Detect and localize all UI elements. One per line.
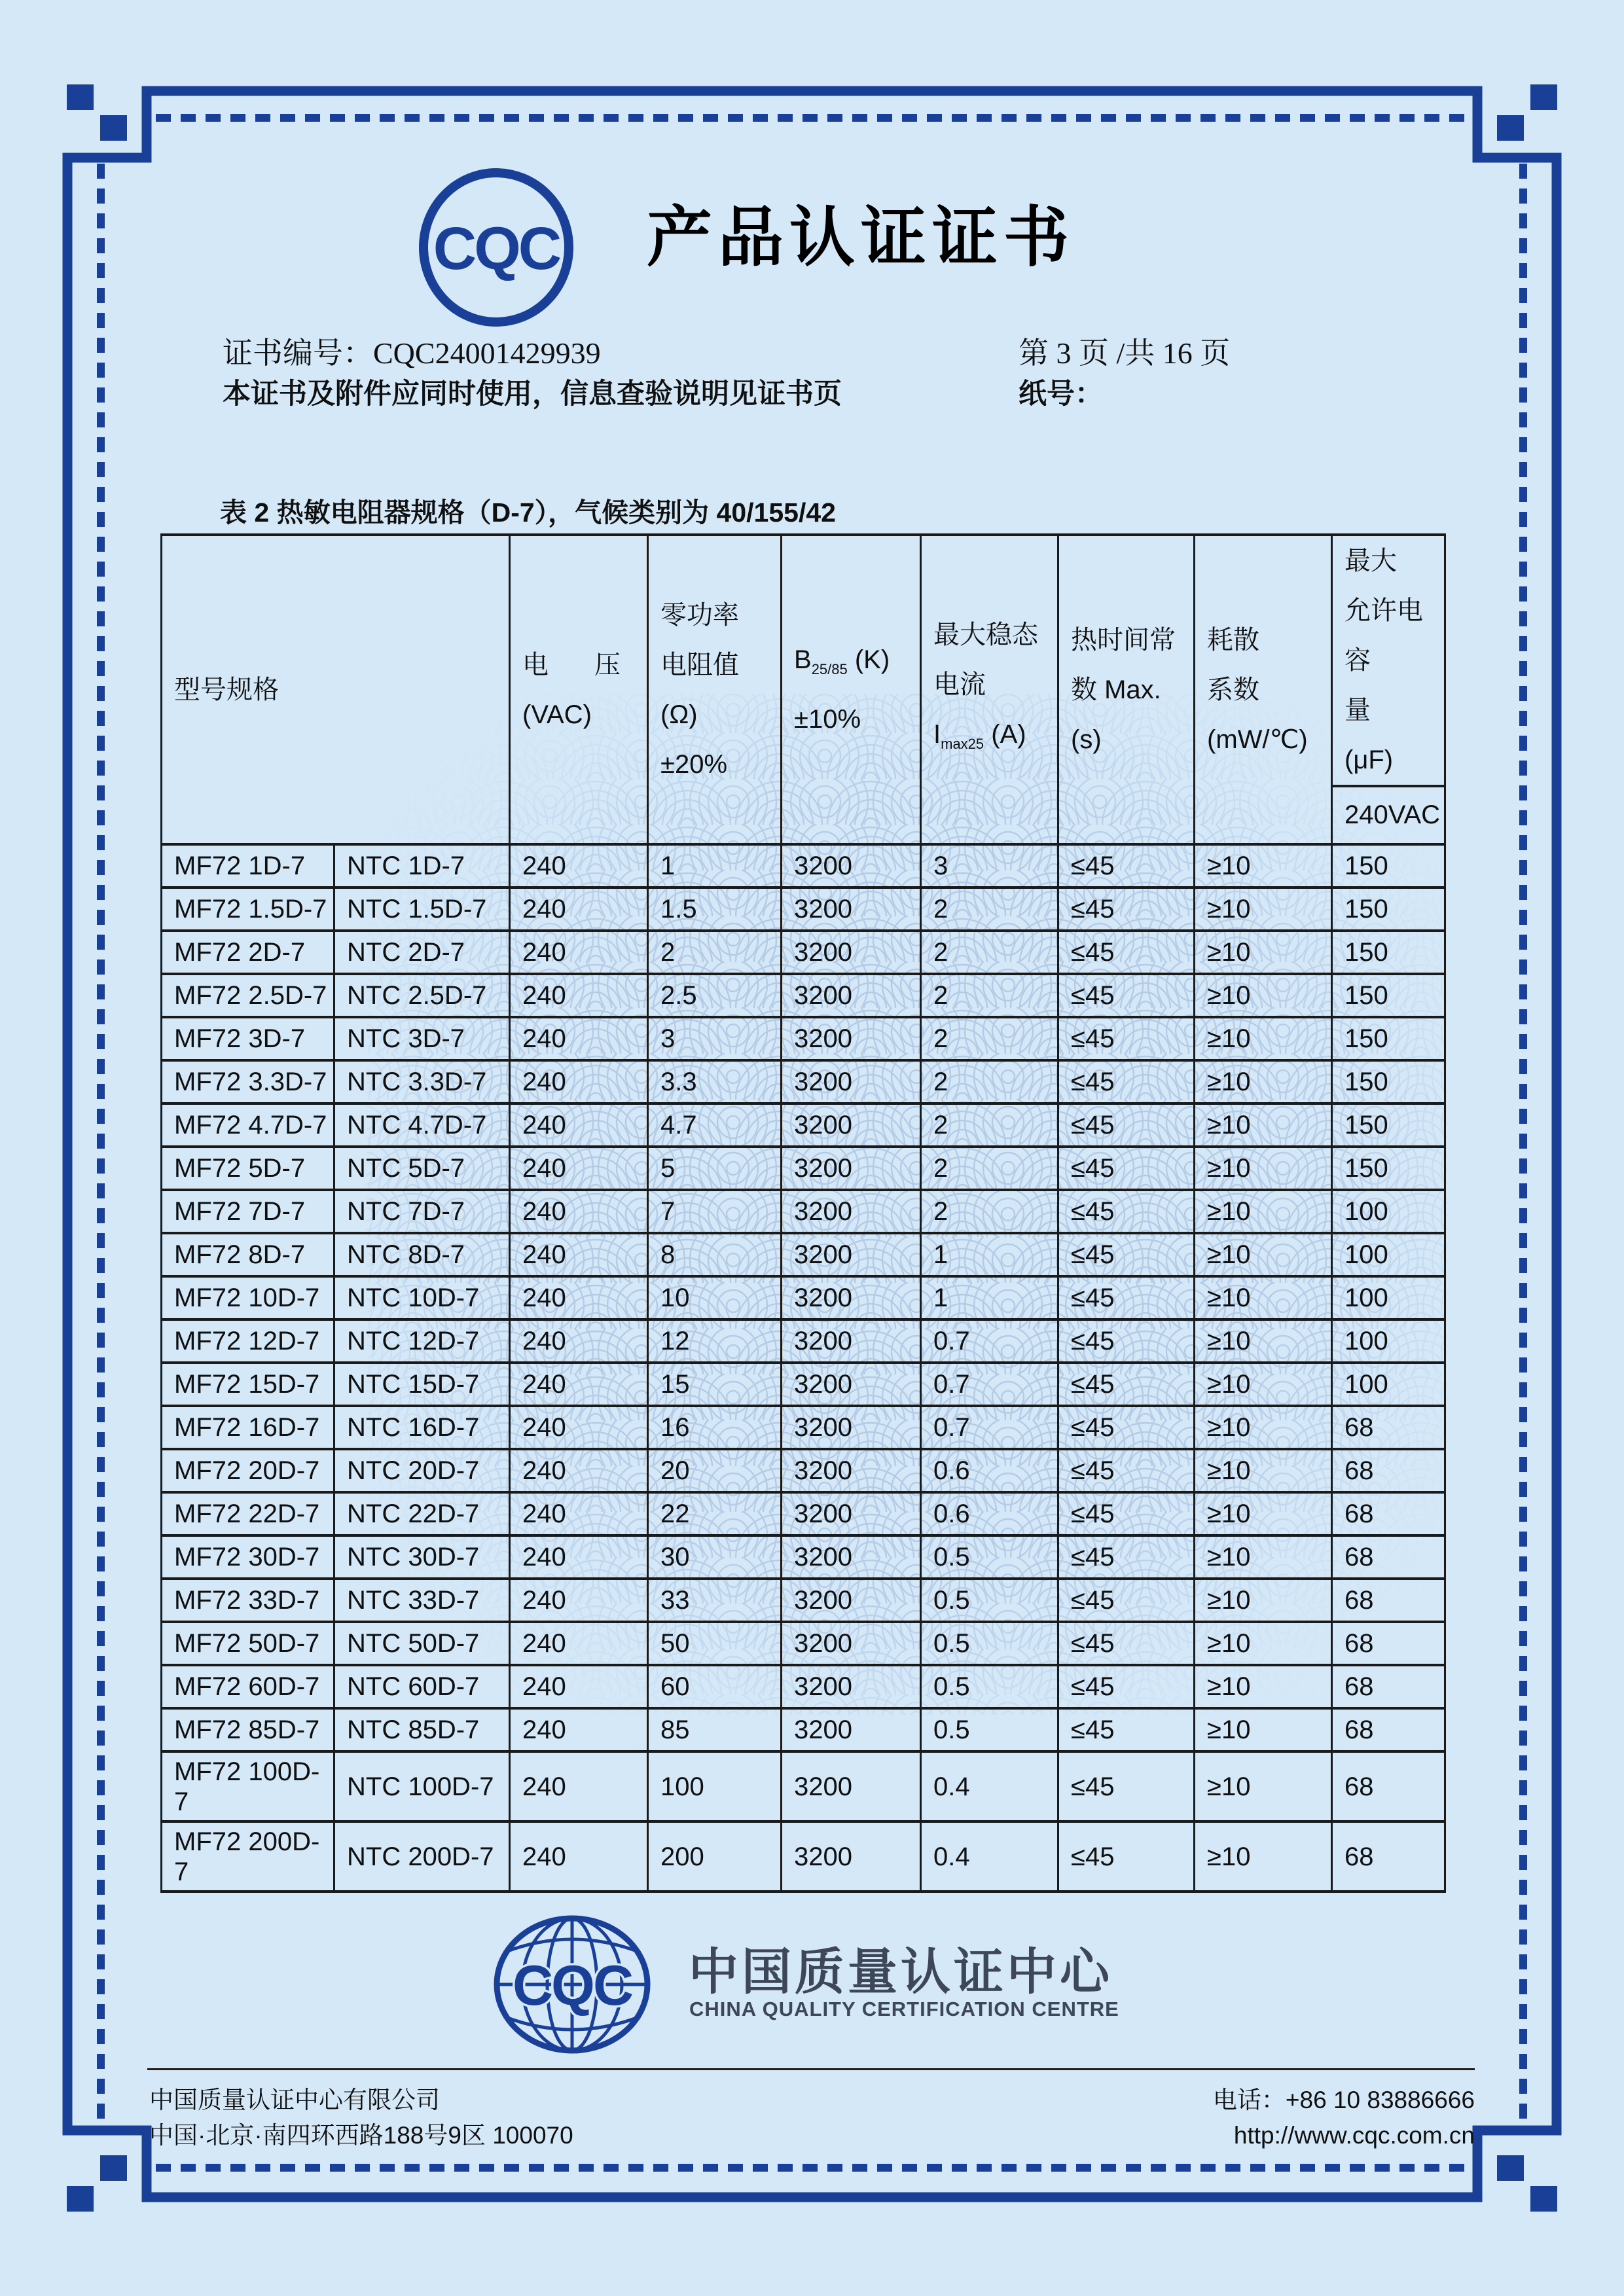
col-header-time-constant: 热时间常 数 Max. (s) (1058, 535, 1195, 844)
cell-imax: 0.7 (921, 1406, 1058, 1449)
col-header-resistance: 零功率 电阻值 (Ω) ±20% (648, 535, 782, 844)
page-indicator: 第 3 页 /共 16 页 (1019, 336, 1231, 370)
cell-resistance: 8 (648, 1233, 782, 1276)
cell-model-mf72: MF72 1D-7 (162, 844, 334, 888)
cell-dissipation: ≥10 (1195, 1406, 1332, 1449)
cell-voltage: 240 (510, 1276, 648, 1319)
cell-capacitance: 100 (1332, 1190, 1445, 1233)
cell-imax: 0.6 (921, 1492, 1058, 1535)
cell-model-ntc: NTC 10D-7 (334, 1276, 510, 1319)
cell-dissipation: ≥10 (1195, 1622, 1332, 1665)
cell-imax: 2 (921, 1060, 1058, 1103)
cell-voltage: 240 (510, 1233, 648, 1276)
company-name: 中国质量认证中心有限公司 (149, 2087, 440, 2113)
cell-model-ntc: NTC 50D-7 (334, 1622, 510, 1665)
company-address: 中国·北京·南四环西路188号9区 100070 (149, 2122, 573, 2149)
cell-model-mf72: MF72 200D-7 (162, 1821, 334, 1892)
table-row (162, 1276, 1445, 1319)
cell-imax: 2 (921, 931, 1058, 974)
table-body (162, 844, 1445, 1892)
cell-model-mf72: MF72 100D-7 (162, 1751, 334, 1821)
col-header-model: 型号规格 (162, 535, 510, 844)
table-row (162, 1319, 1445, 1363)
cell-resistance: 12 (648, 1319, 782, 1363)
cell-b-value: 3200 (782, 1319, 921, 1363)
cell-b-value: 3200 (782, 1017, 921, 1060)
cell-model-ntc: NTC 20D-7 (334, 1449, 510, 1492)
cell-capacitance: 150 (1332, 1103, 1445, 1147)
cell-time-constant: ≤45 (1058, 1751, 1195, 1821)
footer-logo-text: CQC (512, 1954, 632, 2017)
cell-voltage: 240 (510, 1017, 648, 1060)
cell-b-value: 3200 (782, 1492, 921, 1535)
cell-time-constant: ≤45 (1058, 1492, 1195, 1535)
table-row (162, 931, 1445, 974)
cell-resistance: 2 (648, 931, 782, 974)
cell-resistance: 3 (648, 1017, 782, 1060)
cell-voltage: 240 (510, 1449, 648, 1492)
paper-number-label: 纸号： (1019, 378, 1103, 410)
cell-dissipation: ≥10 (1195, 1535, 1332, 1579)
cell-b-value: 3200 (782, 1103, 921, 1147)
cell-imax: 0.5 (921, 1665, 1058, 1708)
cell-resistance: 15 (648, 1363, 782, 1406)
cell-model-ntc: NTC 7D-7 (334, 1190, 510, 1233)
cell-resistance: 20 (648, 1449, 782, 1492)
cell-capacitance: 150 (1332, 931, 1445, 974)
cell-model-ntc: NTC 85D-7 (334, 1708, 510, 1751)
cell-time-constant: ≤45 (1058, 1017, 1195, 1060)
cell-model-mf72: MF72 3.3D-7 (162, 1060, 334, 1103)
table-row (162, 1492, 1445, 1535)
cell-b-value: 3200 (782, 1363, 921, 1406)
cell-dissipation: ≥10 (1195, 931, 1332, 974)
cell-dissipation: ≥10 (1195, 1665, 1332, 1708)
cell-b-value: 3200 (782, 1751, 921, 1821)
table-row (162, 1190, 1445, 1233)
cell-capacitance: 68 (1332, 1449, 1445, 1492)
cell-time-constant: ≤45 (1058, 1665, 1195, 1708)
cell-model-mf72: MF72 50D-7 (162, 1622, 334, 1665)
cell-time-constant: ≤45 (1058, 1060, 1195, 1103)
cell-time-constant: ≤45 (1058, 1622, 1195, 1665)
cell-time-constant: ≤45 (1058, 888, 1195, 931)
table-row (162, 1017, 1445, 1060)
cell-model-mf72: MF72 15D-7 (162, 1363, 334, 1406)
cell-time-constant: ≤45 (1058, 1276, 1195, 1319)
cell-resistance: 200 (648, 1821, 782, 1892)
cell-time-constant: ≤45 (1058, 1579, 1195, 1622)
cell-model-ntc: NTC 100D-7 (334, 1751, 510, 1821)
cell-voltage: 240 (510, 1579, 648, 1622)
cell-capacitance: 150 (1332, 888, 1445, 931)
cell-capacitance: 100 (1332, 1233, 1445, 1276)
table-row (162, 1751, 1445, 1821)
table-row (162, 1406, 1445, 1449)
cell-time-constant: ≤45 (1058, 1406, 1195, 1449)
cell-capacitance: 68 (1332, 1821, 1445, 1892)
cell-model-mf72: MF72 20D-7 (162, 1449, 334, 1492)
table-row (162, 1821, 1445, 1892)
cell-model-mf72: MF72 3D-7 (162, 1017, 334, 1060)
col-subheader-240vac: 240VAC (1332, 786, 1445, 844)
cell-b-value: 3200 (782, 1276, 921, 1319)
cell-dissipation: ≥10 (1195, 1821, 1332, 1892)
cell-imax: 0.7 (921, 1363, 1058, 1406)
cell-imax: 3 (921, 844, 1058, 888)
cell-dissipation: ≥10 (1195, 1233, 1332, 1276)
cell-voltage: 240 (510, 1708, 648, 1751)
cell-model-ntc: NTC 1.5D-7 (334, 888, 510, 931)
cell-capacitance: 68 (1332, 1406, 1445, 1449)
cell-time-constant: ≤45 (1058, 1363, 1195, 1406)
cell-capacitance: 100 (1332, 1319, 1445, 1363)
col-header-voltage: 电 压 (VAC) (510, 535, 648, 844)
cell-resistance: 16 (648, 1406, 782, 1449)
cell-imax: 2 (921, 1017, 1058, 1060)
table-row (162, 1579, 1445, 1622)
cell-voltage: 240 (510, 1147, 648, 1190)
usage-note: 本证书及附件应同时使用，信息查验说明见证书页 (223, 378, 842, 410)
cell-b-value: 3200 (782, 844, 921, 888)
cell-dissipation: ≥10 (1195, 1751, 1332, 1821)
cell-resistance: 30 (648, 1535, 782, 1579)
cell-resistance: 2.5 (648, 974, 782, 1017)
cell-resistance: 1.5 (648, 888, 782, 931)
cell-b-value: 3200 (782, 1060, 921, 1103)
col-header-b-value: $B_{25/85}$ (K) ±10% (782, 535, 921, 844)
cell-model-mf72: MF72 22D-7 (162, 1492, 334, 1535)
cell-capacitance: 68 (1332, 1535, 1445, 1579)
cell-model-mf72: MF72 16D-7 (162, 1406, 334, 1449)
cell-voltage: 240 (510, 1103, 648, 1147)
table-row (162, 1665, 1445, 1708)
cell-capacitance: 150 (1332, 974, 1445, 1017)
phone-number: 电话：+86 10 83886666 (1212, 2087, 1475, 2113)
table-row (162, 974, 1445, 1017)
cell-model-mf72: MF72 12D-7 (162, 1319, 334, 1363)
cell-dissipation: ≥10 (1195, 1103, 1332, 1147)
cell-voltage: 240 (510, 974, 648, 1017)
centre-name-en: CHINA QUALITY CERTIFICATION CENTRE (689, 1998, 1119, 2020)
cell-resistance: 50 (648, 1622, 782, 1665)
cell-b-value: 3200 (782, 1821, 921, 1892)
cell-capacitance: 68 (1332, 1665, 1445, 1708)
cell-b-value: 3200 (782, 1233, 921, 1276)
cell-imax: 2 (921, 1190, 1058, 1233)
page-title: 产品认证证书 (647, 201, 1075, 274)
cell-b-value: 3200 (782, 1449, 921, 1492)
cell-model-mf72: MF72 30D-7 (162, 1535, 334, 1579)
cell-model-mf72: MF72 5D-7 (162, 1147, 334, 1190)
website-url: http://www.cqc.com.cn (1233, 2122, 1475, 2149)
cell-voltage: 240 (510, 888, 648, 931)
cell-dissipation: ≥10 (1195, 1363, 1332, 1406)
cell-voltage: 240 (510, 1622, 648, 1665)
cell-resistance: 60 (648, 1665, 782, 1708)
cell-b-value: 3200 (782, 1535, 921, 1579)
cell-capacitance: 100 (1332, 1363, 1445, 1406)
table-row (162, 1060, 1445, 1103)
cell-b-value: 3200 (782, 1190, 921, 1233)
table-row (162, 1147, 1445, 1190)
cell-model-mf72: MF72 1.5D-7 (162, 888, 334, 931)
cqc-logo-text: CQC (433, 215, 560, 282)
cell-capacitance: 68 (1332, 1579, 1445, 1622)
cell-voltage: 240 (510, 1665, 648, 1708)
cell-model-ntc: NTC 2.5D-7 (334, 974, 510, 1017)
cell-time-constant: ≤45 (1058, 1190, 1195, 1233)
cell-model-mf72: MF72 10D-7 (162, 1276, 334, 1319)
cell-dissipation: ≥10 (1195, 1449, 1332, 1492)
cell-b-value: 3200 (782, 1406, 921, 1449)
cell-resistance: 1 (648, 844, 782, 888)
cqc-globe-icon (490, 1914, 655, 2055)
cell-resistance: 10 (648, 1276, 782, 1319)
cell-dissipation: ≥10 (1195, 888, 1332, 931)
cell-b-value: 3200 (782, 888, 921, 931)
cell-capacitance: 100 (1332, 1276, 1445, 1319)
cell-resistance: 22 (648, 1492, 782, 1535)
cell-model-ntc: NTC 22D-7 (334, 1492, 510, 1535)
cell-time-constant: ≤45 (1058, 1449, 1195, 1492)
footer-contact-block (1213, 2083, 1475, 2153)
cqc-logo-icon (418, 168, 575, 327)
cell-model-mf72: MF72 33D-7 (162, 1579, 334, 1622)
cell-time-constant: ≤45 (1058, 1821, 1195, 1892)
cell-voltage: 240 (510, 1821, 648, 1892)
cell-voltage: 240 (510, 1492, 648, 1535)
cell-model-ntc: NTC 15D-7 (334, 1363, 510, 1406)
cert-number-value: CQC24001429939 (373, 336, 601, 370)
cell-resistance: 100 (648, 1751, 782, 1821)
cell-model-ntc: NTC 2D-7 (334, 931, 510, 974)
cell-model-ntc: NTC 3D-7 (334, 1017, 510, 1060)
cell-model-ntc: NTC 30D-7 (334, 1535, 510, 1579)
cell-dissipation: ≥10 (1195, 1190, 1332, 1233)
cell-time-constant: ≤45 (1058, 1103, 1195, 1147)
table-row (162, 1708, 1445, 1751)
col-header-imax: 最大稳态 电流 $I_{max25}$ (A) (921, 535, 1058, 844)
cell-b-value: 3200 (782, 1622, 921, 1665)
cell-imax: 0.5 (921, 1622, 1058, 1665)
cell-dissipation: ≥10 (1195, 1276, 1332, 1319)
cell-capacitance: 150 (1332, 1017, 1445, 1060)
cell-dissipation: ≥10 (1195, 1708, 1332, 1751)
cell-imax: 0.6 (921, 1449, 1058, 1492)
cell-model-mf72: MF72 8D-7 (162, 1233, 334, 1276)
cell-capacitance: 68 (1332, 1708, 1445, 1751)
table-row (162, 1535, 1445, 1579)
cell-model-ntc: NTC 60D-7 (334, 1665, 510, 1708)
cell-model-ntc: NTC 12D-7 (334, 1319, 510, 1363)
cell-imax: 2 (921, 974, 1058, 1017)
cell-model-ntc: NTC 16D-7 (334, 1406, 510, 1449)
cell-model-mf72: MF72 7D-7 (162, 1190, 334, 1233)
table-row (162, 1449, 1445, 1492)
cell-model-ntc: NTC 8D-7 (334, 1233, 510, 1276)
cell-b-value: 3200 (782, 1147, 921, 1190)
cell-imax: 2 (921, 888, 1058, 931)
cell-dissipation: ≥10 (1195, 1579, 1332, 1622)
cell-model-mf72: MF72 60D-7 (162, 1665, 334, 1708)
cell-b-value: 3200 (782, 931, 921, 974)
cell-capacitance: 68 (1332, 1751, 1445, 1821)
cell-voltage: 240 (510, 1319, 648, 1363)
cell-capacitance: 150 (1332, 844, 1445, 888)
cell-model-mf72: MF72 85D-7 (162, 1708, 334, 1751)
cell-model-ntc: NTC 200D-7 (334, 1821, 510, 1892)
cell-voltage: 240 (510, 1060, 648, 1103)
cell-imax: 1 (921, 1276, 1058, 1319)
cell-voltage: 240 (510, 844, 648, 888)
cell-dissipation: ≥10 (1195, 974, 1332, 1017)
cell-time-constant: ≤45 (1058, 1319, 1195, 1363)
table-row (162, 1363, 1445, 1406)
cell-imax: 0.5 (921, 1535, 1058, 1579)
cell-capacitance: 68 (1332, 1622, 1445, 1665)
cell-time-constant: ≤45 (1058, 1535, 1195, 1579)
cell-model-mf72: MF72 4.7D-7 (162, 1103, 334, 1147)
cell-time-constant: ≤45 (1058, 1708, 1195, 1751)
cell-model-ntc: NTC 33D-7 (334, 1579, 510, 1622)
cell-imax: 0.4 (921, 1821, 1058, 1892)
cell-voltage: 240 (510, 1406, 648, 1449)
cell-voltage: 240 (510, 1363, 648, 1406)
cell-imax: 0.5 (921, 1708, 1058, 1751)
cell-voltage: 240 (510, 1535, 648, 1579)
centre-name-cn: 中国质量认证中心 (689, 1945, 1113, 2000)
cell-model-ntc: NTC 4.7D-7 (334, 1103, 510, 1147)
cell-imax: 0.7 (921, 1319, 1058, 1363)
footer-divider (147, 2068, 1475, 2070)
cell-resistance: 85 (648, 1708, 782, 1751)
cell-capacitance: 150 (1332, 1147, 1445, 1190)
cell-resistance: 4.7 (648, 1103, 782, 1147)
footer-company-block (149, 2083, 573, 2153)
table-row (162, 1233, 1445, 1276)
cell-imax: 1 (921, 1233, 1058, 1276)
cell-resistance: 3.3 (648, 1060, 782, 1103)
cell-resistance: 33 (648, 1579, 782, 1622)
cell-b-value: 3200 (782, 1665, 921, 1708)
cell-b-value: 3200 (782, 974, 921, 1017)
cert-number-label: 证书编号： (223, 336, 373, 370)
table-row (162, 844, 1445, 888)
col-header-capacitance: 最大 允许电容 量 (μF) (1332, 535, 1445, 786)
cell-model-mf72: MF72 2D-7 (162, 931, 334, 974)
thermistor-spec-table (160, 533, 1446, 1893)
table-row (162, 1103, 1445, 1147)
cell-imax: 0.5 (921, 1579, 1058, 1622)
cell-dissipation: ≥10 (1195, 844, 1332, 888)
cell-time-constant: ≤45 (1058, 931, 1195, 974)
cell-b-value: 3200 (782, 1579, 921, 1622)
cell-resistance: 5 (648, 1147, 782, 1190)
col-header-dissipation: 耗散 系数 (mW/℃) (1195, 535, 1332, 844)
cell-resistance: 7 (648, 1190, 782, 1233)
cell-time-constant: ≤45 (1058, 1147, 1195, 1190)
cell-model-ntc: NTC 5D-7 (334, 1147, 510, 1190)
cell-model-ntc: NTC 3.3D-7 (334, 1060, 510, 1103)
cell-imax: 2 (921, 1147, 1058, 1190)
cell-capacitance: 68 (1332, 1492, 1445, 1535)
cell-dissipation: ≥10 (1195, 1060, 1332, 1103)
table-caption: 表 2 热敏电阻器规格（D-7），气候类别为 40/155/42 (220, 497, 836, 528)
cell-voltage: 240 (510, 1190, 648, 1233)
cell-time-constant: ≤45 (1058, 974, 1195, 1017)
cell-voltage: 240 (510, 931, 648, 974)
table-row (162, 1622, 1445, 1665)
cell-time-constant: ≤45 (1058, 844, 1195, 888)
table-row (162, 888, 1445, 931)
cell-dissipation: ≥10 (1195, 1147, 1332, 1190)
cell-model-ntc: NTC 1D-7 (334, 844, 510, 888)
cell-dissipation: ≥10 (1195, 1319, 1332, 1363)
cell-voltage: 240 (510, 1751, 648, 1821)
cell-model-mf72: MF72 2.5D-7 (162, 974, 334, 1017)
cert-number-line (223, 329, 601, 372)
cell-b-value: 3200 (782, 1708, 921, 1751)
cell-imax: 0.4 (921, 1751, 1058, 1821)
cell-time-constant: ≤45 (1058, 1233, 1195, 1276)
cell-dissipation: ≥10 (1195, 1492, 1332, 1535)
cell-capacitance: 150 (1332, 1060, 1445, 1103)
cell-dissipation: ≥10 (1195, 1017, 1332, 1060)
cell-imax: 2 (921, 1103, 1058, 1147)
